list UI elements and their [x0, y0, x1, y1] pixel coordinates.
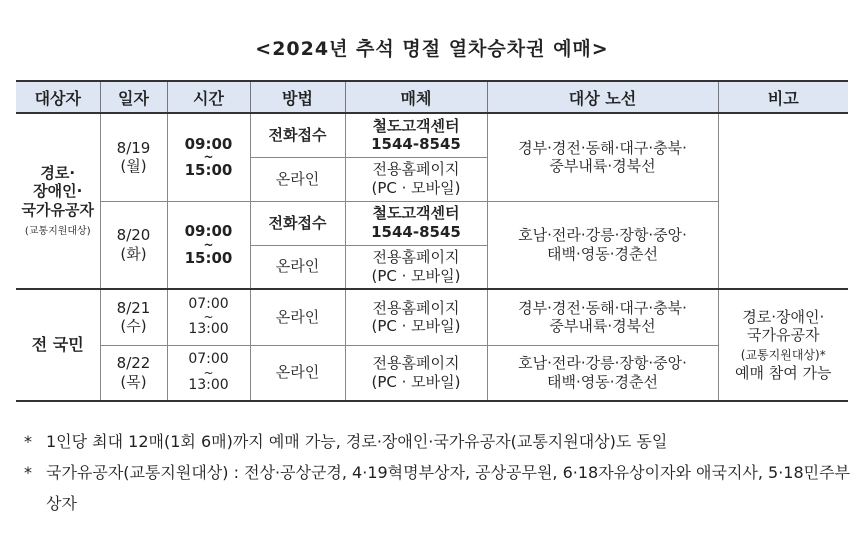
time-start: 09:00 — [184, 222, 233, 240]
footnote-item — [24, 426, 854, 457]
route-line: 호남·전라·강릉·장항·중앙· — [518, 354, 687, 372]
time-tilde: ~ — [203, 365, 214, 380]
date-cell — [100, 289, 167, 345]
time-cell — [167, 113, 250, 201]
footnote-bullet: * — [24, 463, 32, 482]
header-date: 일자 — [100, 81, 167, 113]
time-cell — [167, 345, 250, 401]
media-phone-name: 철도고객센터 — [372, 116, 460, 135]
day-value: (수) — [120, 317, 147, 336]
footnote-text: 국가유공자(교통지원대상) : 전상·공상군경, 4·19혁명부상자, 공상공무원, 6·18자유상이자와 애국지사, 5·18민주부상자 — [46, 463, 851, 513]
method-online: 온라인 — [250, 345, 345, 401]
footnotes — [24, 426, 854, 519]
time-end: 13:00 — [188, 376, 229, 393]
route-line: 호남·전라·강릉·장항·중앙· — [518, 226, 687, 244]
media-online — [345, 157, 487, 201]
footnote-bullet: * — [24, 432, 32, 451]
date-cell — [100, 345, 167, 401]
header-media: 매체 — [345, 81, 487, 113]
time-tilde: ~ — [203, 237, 214, 252]
time-end: 15:00 — [184, 161, 233, 180]
date-value: 8/19 — [116, 138, 151, 157]
remark-sub: (교통지원대상)* — [740, 348, 826, 362]
method-online: 온라인 — [250, 289, 345, 345]
media-phone-name: 철도고객센터 — [372, 204, 460, 223]
media-phone — [345, 113, 487, 157]
time-start: 09:00 — [184, 134, 233, 153]
header-time: 시간 — [167, 81, 250, 113]
media-phone-number: 1544-8545 — [371, 135, 461, 154]
time-cell — [167, 289, 250, 345]
media-online-device: (PC · 모바일) — [371, 372, 461, 391]
day-value: (화) — [120, 244, 147, 263]
date-value: 8/20 — [116, 226, 151, 244]
target-sub: (교통지원대상) — [24, 225, 91, 237]
date-value: 8/21 — [116, 298, 151, 317]
media-online-device: (PC · 모바일) — [371, 179, 461, 197]
target-line: 국가유공자 — [21, 201, 94, 219]
media-online-device: (PC · 모바일) — [371, 266, 461, 285]
media-online-name: 전용홈페이지 — [372, 160, 460, 179]
remark-line: 경로·장애인· — [742, 307, 825, 326]
media-online-name: 전용홈페이지 — [372, 298, 460, 317]
media-online-device: (PC · 모바일) — [371, 317, 461, 336]
remark-line: 예매 참여 가능 — [735, 363, 832, 382]
method-phone: 전화접수 — [250, 113, 345, 157]
header-remark: 비고 — [718, 81, 848, 113]
route-cell — [487, 201, 718, 289]
target-line: 경로· — [40, 163, 76, 182]
method-online: 온라인 — [250, 245, 345, 289]
time-start: 07:00 — [188, 295, 229, 312]
target-line: 장애인· — [33, 182, 83, 201]
remark-line: 국가유공자 — [747, 326, 820, 345]
media-online — [345, 289, 487, 345]
footnote-text: 1인당 최대 12매(1회 6매)까지 예매 가능, 경로·장애인·국가유공자(교통지원대상)도 동일 — [46, 432, 668, 451]
time-end: 13:00 — [188, 321, 229, 338]
route-line: 경부·경전·동해·대구·충북· — [518, 298, 687, 317]
media-online-name: 전용홈페이지 — [372, 354, 460, 372]
time-start: 07:00 — [188, 351, 229, 368]
header-target: 대상자 — [16, 81, 100, 113]
date-cell — [100, 201, 167, 289]
header-route: 대상 노선 — [487, 81, 718, 113]
date-cell — [100, 113, 167, 201]
method-online: 온라인 — [250, 157, 345, 201]
table-row — [16, 289, 848, 345]
route-cell — [487, 345, 718, 401]
route-line: 태백·영동·경춘선 — [547, 372, 658, 391]
media-phone — [345, 201, 487, 245]
media-online — [345, 345, 487, 401]
target-cell-priority — [16, 113, 100, 289]
page-title: <2024년 추석 명절 열차승차권 예매> — [255, 38, 609, 60]
date-value: 8/22 — [116, 354, 151, 372]
media-phone-number: 1544-8545 — [371, 223, 461, 241]
media-online-name: 전용홈페이지 — [372, 248, 460, 266]
time-tilde: ~ — [203, 150, 214, 165]
route-line: 중부내륙·경북선 — [549, 157, 656, 176]
route-line: 중부내륙·경북선 — [549, 317, 656, 336]
remark-cell-empty — [718, 113, 848, 289]
reservation-table — [16, 80, 848, 402]
route-line: 태백·영동·경춘선 — [547, 244, 658, 263]
table-row — [16, 113, 848, 157]
route-cell — [487, 113, 718, 201]
media-online — [345, 245, 487, 289]
method-phone: 전화접수 — [250, 201, 345, 245]
header-method: 방법 — [250, 81, 345, 113]
route-cell — [487, 289, 718, 345]
target-cell-all: 전 국민 — [16, 289, 100, 401]
time-end: 15:00 — [184, 248, 233, 267]
time-tilde: ~ — [203, 310, 214, 325]
footnote-item — [24, 457, 854, 519]
route-line: 경부·경전·동해·대구·충북· — [518, 138, 687, 157]
table-header-row — [16, 81, 848, 113]
remark-cell — [718, 289, 848, 401]
day-value: (목) — [120, 372, 147, 391]
day-value: (월) — [120, 157, 147, 176]
time-cell — [167, 201, 250, 289]
